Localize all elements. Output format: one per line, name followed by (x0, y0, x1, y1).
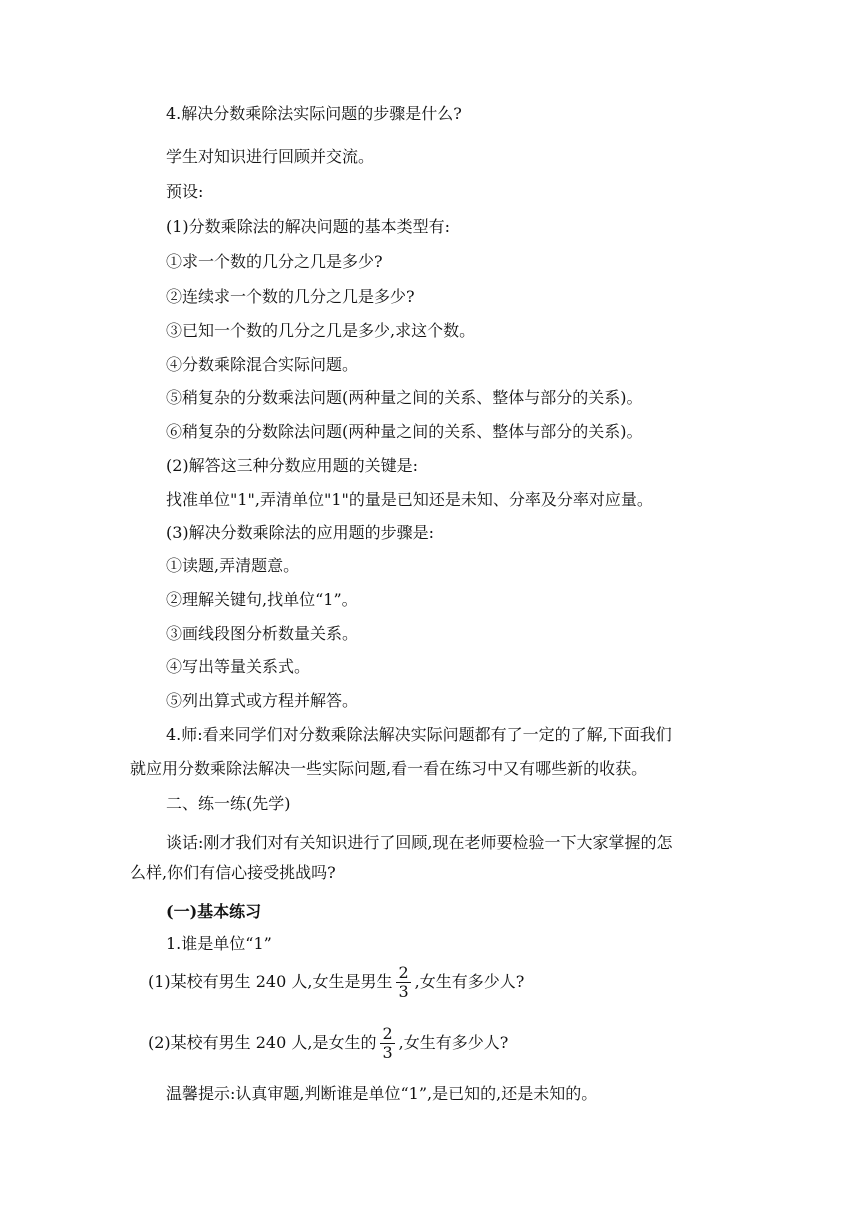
part1-item: ⑤稍复杂的分数乘法问题(两种量之间的关系、整体与部分的关系)。 (166, 388, 643, 407)
review-text: 学生对知识进行回顾并交流。 (166, 147, 375, 166)
fraction-numerator: 2 (398, 963, 409, 982)
part1-item: ②连续求一个数的几分之几是多少? (166, 287, 415, 306)
part1-item: ⑥稍复杂的分数除法问题(两种量之间的关系、整体与部分的关系)。 (166, 422, 643, 441)
fraction-two-thirds (396, 964, 410, 1001)
warm-tip: 温馨提示:认真审题,判断谁是单位“1”,是已知的,还是未知的。 (166, 1084, 598, 1103)
exercise-2-text: (2)某校有男生 240 人,是女生的 (148, 1033, 377, 1052)
basic-practice-heading: (一)基本练习 (166, 902, 262, 921)
fraction-denominator: 3 (382, 1043, 393, 1062)
part2-heading: (2)解答这三种分数应用题的关键是: (166, 456, 419, 475)
exercise-2 (148, 1023, 508, 1063)
section-2-heading: 二、练一练(先学) (166, 794, 291, 813)
teacher-paragraph-line-1: 4.师:看来同学们对分数乘除法解决实际问题都有了一定的了解,下面我们 (166, 725, 672, 744)
part1-heading: (1)分数乘除法的解决问题的基本类型有: (166, 217, 451, 236)
part3-item: ④写出等量关系式。 (166, 657, 311, 676)
part3-item: ②理解关键句,找单位“1”。 (166, 590, 358, 609)
talk-paragraph-line-2: 么样,你们有信心接受挑战吗? (130, 863, 336, 882)
who-is-unit-one: 1.谁是单位“1” (166, 934, 272, 953)
part3-item: ①读题,弄清题意。 (166, 556, 300, 575)
part3-heading: (3)解决分数乘除法的应用题的步骤是: (166, 523, 435, 542)
exercise-2-question: ,女生有多少人? (398, 1033, 509, 1052)
fraction-numerator: 2 (382, 1024, 393, 1043)
part1-item: ④分数乘除混合实际问题。 (166, 355, 359, 374)
fraction-two-thirds (380, 1025, 394, 1062)
teacher-paragraph-line-2: 就应用分数乘除法解决一些实际问题,看一看在练习中又有哪些新的收获。 (130, 759, 648, 778)
part3-item: ③画线段图分析数量关系。 (166, 624, 359, 643)
exercise-1-question: ,女生有多少人? (414, 972, 525, 991)
talk-paragraph-line-1: 谈话:刚才我们对有关知识进行了回顾,现在老师要检验一下大家掌握的怎 (166, 833, 673, 852)
part1-item: ①求一个数的几分之几是多少? (166, 252, 383, 271)
question-4: 4.解决分数乘除法实际问题的步骤是什么? (166, 104, 462, 123)
part2-body: 找准单位"1",弄清单位"1"的量是已知还是未知、分率及分率对应量。 (166, 490, 653, 509)
part3-item: ⑤列出算式或方程并解答。 (166, 691, 359, 710)
exercise-1-text: (1)某校有男生 240 人,女生是男生 (148, 972, 393, 991)
part1-item: ③已知一个数的几分之几是多少,求这个数。 (166, 321, 476, 340)
fraction-denominator: 3 (398, 982, 409, 1001)
preset-label: 预设: (166, 182, 204, 201)
exercise-1 (148, 962, 524, 1002)
